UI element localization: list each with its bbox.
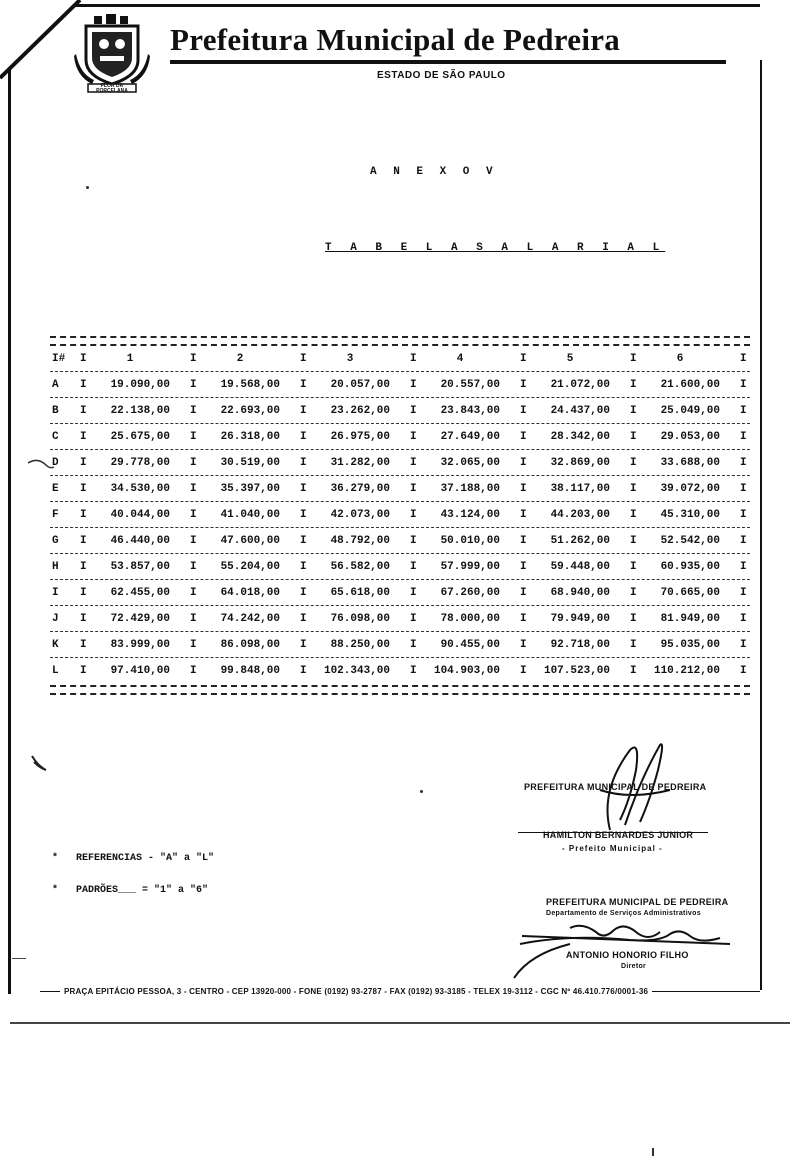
column-separator: I xyxy=(300,353,307,365)
column-separator: I xyxy=(630,457,637,469)
table-row xyxy=(50,658,750,683)
table-row xyxy=(50,580,750,606)
row-reference: A xyxy=(52,379,59,391)
column-separator: I xyxy=(410,353,417,365)
salary-cell: 19.090,00 xyxy=(110,379,170,391)
salary-cell: 51.262,00 xyxy=(550,535,610,547)
column-separator: I xyxy=(190,483,197,495)
salary-cell: 25.675,00 xyxy=(110,431,170,443)
column-header: 4 xyxy=(456,353,464,365)
column-separator: I xyxy=(80,431,87,443)
column-separator: I xyxy=(740,431,747,443)
column-separator: I xyxy=(630,353,637,365)
column-separator: I xyxy=(630,509,637,521)
salary-cell: 55.204,00 xyxy=(220,561,280,573)
column-separator: I xyxy=(80,561,87,573)
column-separator: I xyxy=(80,535,87,547)
salary-table xyxy=(50,336,750,695)
row-reference: H xyxy=(52,561,59,573)
column-separator: I xyxy=(520,431,527,443)
salary-cell: 32.869,00 xyxy=(550,457,610,469)
salary-cell: 104.903,00 xyxy=(433,665,500,677)
row-reference: D xyxy=(52,457,59,469)
pen-mark-icon xyxy=(30,752,54,774)
salary-cell: 26.975,00 xyxy=(330,431,390,443)
state-subtitle: ESTADO DE SÃO PAULO xyxy=(377,70,506,81)
salary-cell: 46.440,00 xyxy=(110,535,170,547)
row-reference: E xyxy=(52,483,59,495)
salary-cell: 20.057,00 xyxy=(330,379,390,391)
scan-speck xyxy=(420,790,423,793)
salary-cell: 79.949,00 xyxy=(550,613,610,625)
mayor-entity: PREFEITURA MUNICIPAL DE PEDREIRA xyxy=(524,782,707,792)
note-references: * REFERENCIAS - "A" a "L" xyxy=(52,853,215,864)
table-body xyxy=(50,346,750,683)
column-separator: I xyxy=(740,613,747,625)
column-separator: I xyxy=(410,483,417,495)
column-separator: I xyxy=(80,639,87,651)
table-row xyxy=(50,372,750,398)
salary-cell: 56.582,00 xyxy=(330,561,390,573)
salary-cell: 86.098,00 xyxy=(220,639,280,651)
salary-cell: 35.397,00 xyxy=(220,483,280,495)
salary-cell: 110.212,00 xyxy=(653,665,720,677)
column-separator: I xyxy=(300,665,307,677)
column-separator: I xyxy=(300,639,307,651)
row-reference: B xyxy=(52,405,59,417)
salary-cell: 30.519,00 xyxy=(220,457,280,469)
column-separator: I xyxy=(740,483,747,495)
column-separator: I xyxy=(80,665,87,677)
salary-cell: 97.410,00 xyxy=(110,665,170,677)
column-separator: I xyxy=(410,613,417,625)
column-separator: I xyxy=(630,613,637,625)
column-separator: I xyxy=(520,587,527,599)
margin-tick xyxy=(12,958,26,959)
column-separator: I xyxy=(740,639,747,651)
table-header-row xyxy=(50,346,750,372)
salary-cell: 44.203,00 xyxy=(550,509,610,521)
salary-cell: 90.455,00 xyxy=(440,639,500,651)
salary-cell: 95.035,00 xyxy=(660,639,720,651)
scan-speck xyxy=(652,1148,654,1156)
salary-cell: 24.437,00 xyxy=(550,405,610,417)
table-row xyxy=(50,528,750,554)
salary-cell: 83.999,00 xyxy=(110,639,170,651)
column-separator: I xyxy=(740,509,747,521)
scan-artifact-line xyxy=(10,1022,790,1024)
column-separator: I xyxy=(520,613,527,625)
column-separator: I xyxy=(80,509,87,521)
salary-cell: 43.124,00 xyxy=(440,509,500,521)
note-standards: * PADRÕES___ = "1" a "6" xyxy=(52,885,209,896)
column-separator: I xyxy=(80,353,87,365)
salary-cell: 60.935,00 xyxy=(660,561,720,573)
column-separator: I xyxy=(300,457,307,469)
table-row xyxy=(50,606,750,632)
salary-cell: 33.688,00 xyxy=(660,457,720,469)
column-separator: I xyxy=(410,457,417,469)
annex-heading: A N E X O V xyxy=(370,166,498,178)
column-separator: I xyxy=(80,457,87,469)
salary-cell: 107.523,00 xyxy=(543,665,610,677)
salary-cell: 32.065,00 xyxy=(440,457,500,469)
column-separator: I xyxy=(410,509,417,521)
salary-cell: 92.718,00 xyxy=(550,639,610,651)
mayor-name: HAMILTON BERNARDES JUNIOR xyxy=(543,830,694,840)
salary-cell: 20.557,00 xyxy=(440,379,500,391)
city-coat-of-arms-icon xyxy=(72,14,152,94)
column-separator: I xyxy=(630,665,637,677)
crest-caption: FLOR DA PORCELANA xyxy=(96,83,128,94)
column-separator: I xyxy=(80,613,87,625)
column-header: 6 xyxy=(676,353,684,365)
table-bottom-rule xyxy=(50,685,750,695)
column-separator: I xyxy=(190,457,197,469)
table-row xyxy=(50,476,750,502)
table-row xyxy=(50,450,750,476)
salary-cell: 70.665,00 xyxy=(660,587,720,599)
salary-cell: 27.649,00 xyxy=(440,431,500,443)
salary-cell: 23.843,00 xyxy=(440,405,500,417)
column-separator: I xyxy=(520,457,527,469)
salary-cell: 39.072,00 xyxy=(660,483,720,495)
column-separator: I xyxy=(740,535,747,547)
column-separator: I xyxy=(740,379,747,391)
title-underline xyxy=(170,60,726,64)
salary-cell: 29.778,00 xyxy=(110,457,170,469)
salary-cell: 88.250,00 xyxy=(330,639,390,651)
table-corner-header: I# xyxy=(52,353,66,365)
salary-cell: 74.242,00 xyxy=(220,613,280,625)
salary-cell: 62.455,00 xyxy=(110,587,170,599)
page-border-top xyxy=(8,4,760,7)
salary-cell: 40.044,00 xyxy=(110,509,170,521)
column-separator: I xyxy=(300,587,307,599)
column-separator: I xyxy=(410,639,417,651)
salary-cell: 19.568,00 xyxy=(220,379,280,391)
column-separator: I xyxy=(300,379,307,391)
mayor-role: - Prefeito Municipal - xyxy=(562,844,663,853)
column-separator: I xyxy=(190,509,197,521)
salary-cell: 76.098,00 xyxy=(330,613,390,625)
salary-cell: 72.429,00 xyxy=(110,613,170,625)
pen-mark-icon xyxy=(26,455,56,475)
column-separator: I xyxy=(630,379,637,391)
scan-speck xyxy=(86,186,89,189)
column-separator: I xyxy=(300,405,307,417)
table-row xyxy=(50,424,750,450)
column-separator: I xyxy=(520,353,527,365)
salary-cell: 34.530,00 xyxy=(110,483,170,495)
column-separator: I xyxy=(190,665,197,677)
column-separator: I xyxy=(190,561,197,573)
salary-cell: 81.949,00 xyxy=(660,613,720,625)
footer-address: PRAÇA EPITÁCIO PESSOA, 3 - CENTRO - CEP 13920-000 - FONE (0192) 93-2787 - FAX (0192) 93-3185 - TELEX 19-3112 - CGC Nº 46.410.776/0001-36 xyxy=(60,987,652,996)
salary-cell: 37.188,00 xyxy=(440,483,500,495)
page-border-right xyxy=(760,60,762,990)
director-role: Diretor xyxy=(621,963,647,970)
column-separator: I xyxy=(80,483,87,495)
salary-cell: 50.010,00 xyxy=(440,535,500,547)
column-separator: I xyxy=(520,665,527,677)
row-reference: K xyxy=(52,639,59,651)
director-name: ANTONIO HONORIO FILHO xyxy=(566,950,689,960)
column-separator: I xyxy=(630,639,637,651)
column-separator: I xyxy=(410,535,417,547)
row-reference: G xyxy=(52,535,59,547)
salary-cell: 23.262,00 xyxy=(330,405,390,417)
salary-cell: 48.792,00 xyxy=(330,535,390,547)
salary-cell: 47.600,00 xyxy=(220,535,280,547)
salary-cell: 22.138,00 xyxy=(110,405,170,417)
column-separator: I xyxy=(190,379,197,391)
column-separator: I xyxy=(190,587,197,599)
salary-cell: 26.318,00 xyxy=(220,431,280,443)
salary-cell: 53.857,00 xyxy=(110,561,170,573)
salary-cell: 28.342,00 xyxy=(550,431,610,443)
column-separator: I xyxy=(410,379,417,391)
column-separator: I xyxy=(630,431,637,443)
salary-cell: 78.000,00 xyxy=(440,613,500,625)
column-separator: I xyxy=(300,431,307,443)
column-separator: I xyxy=(300,535,307,547)
column-header: 3 xyxy=(346,353,354,365)
salary-cell: 42.073,00 xyxy=(330,509,390,521)
column-separator: I xyxy=(410,561,417,573)
column-separator: I xyxy=(190,405,197,417)
director-entity: PREFEITURA MUNICIPAL DE PEDREIRA xyxy=(546,897,729,907)
column-separator: I xyxy=(630,587,637,599)
column-separator: I xyxy=(630,405,637,417)
table-row xyxy=(50,554,750,580)
salary-cell: 41.040,00 xyxy=(220,509,280,521)
row-reference: L xyxy=(52,665,59,677)
column-separator: I xyxy=(190,535,197,547)
salary-cell: 52.542,00 xyxy=(660,535,720,547)
column-separator: I xyxy=(520,483,527,495)
salary-cell: 59.448,00 xyxy=(550,561,610,573)
column-separator: I xyxy=(80,379,87,391)
column-separator: I xyxy=(300,561,307,573)
column-separator: I xyxy=(300,483,307,495)
column-separator: I xyxy=(740,665,747,677)
salary-cell: 38.117,00 xyxy=(550,483,610,495)
column-separator: I xyxy=(520,405,527,417)
column-separator: I xyxy=(630,561,637,573)
column-separator: I xyxy=(300,509,307,521)
salary-cell: 31.282,00 xyxy=(330,457,390,469)
column-separator: I xyxy=(80,405,87,417)
column-separator: I xyxy=(740,405,747,417)
row-reference: I xyxy=(52,587,59,599)
table-row xyxy=(50,398,750,424)
column-separator: I xyxy=(520,639,527,651)
column-separator: I xyxy=(520,379,527,391)
column-separator: I xyxy=(520,561,527,573)
row-reference: C xyxy=(52,431,59,443)
director-department: Departamento de Serviços Administrativos xyxy=(546,910,701,917)
salary-cell: 36.279,00 xyxy=(330,483,390,495)
column-separator: I xyxy=(740,561,747,573)
director-signature xyxy=(510,914,740,984)
salary-cell: 22.693,00 xyxy=(220,405,280,417)
table-title: T A B E L A S A L A R I A L xyxy=(325,242,666,254)
column-header: 2 xyxy=(236,353,244,365)
column-separator: I xyxy=(740,353,747,365)
column-separator: I xyxy=(740,457,747,469)
column-separator: I xyxy=(410,665,417,677)
table-row xyxy=(50,632,750,658)
column-separator: I xyxy=(410,587,417,599)
salary-cell: 21.072,00 xyxy=(550,379,610,391)
column-separator: I xyxy=(740,587,747,599)
salary-cell: 64.018,00 xyxy=(220,587,280,599)
salary-cell: 57.999,00 xyxy=(440,561,500,573)
column-separator: I xyxy=(410,431,417,443)
column-separator: I xyxy=(520,535,527,547)
salary-cell: 65.618,00 xyxy=(330,587,390,599)
column-separator: I xyxy=(630,535,637,547)
column-separator: I xyxy=(520,509,527,521)
column-header: 1 xyxy=(126,353,134,365)
column-separator: I xyxy=(300,613,307,625)
page-border-left xyxy=(8,4,11,994)
column-separator: I xyxy=(80,587,87,599)
salary-cell: 45.310,00 xyxy=(660,509,720,521)
table-row xyxy=(50,502,750,528)
salary-cell: 25.049,00 xyxy=(660,405,720,417)
salary-cell: 99.848,00 xyxy=(220,665,280,677)
column-separator: I xyxy=(190,431,197,443)
salary-cell: 67.260,00 xyxy=(440,587,500,599)
salary-cell: 29.053,00 xyxy=(660,431,720,443)
salary-cell: 68.940,00 xyxy=(550,587,610,599)
salary-cell: 102.343,00 xyxy=(323,665,390,677)
column-separator: I xyxy=(190,639,197,651)
column-separator: I xyxy=(630,483,637,495)
row-reference: F xyxy=(52,509,59,521)
column-separator: I xyxy=(190,353,197,365)
salary-cell: 21.600,00 xyxy=(660,379,720,391)
column-separator: I xyxy=(190,613,197,625)
row-reference: J xyxy=(52,613,59,625)
table-top-rule xyxy=(50,336,750,346)
column-separator: I xyxy=(410,405,417,417)
page-title: Prefeitura Municipal de Pedreira xyxy=(170,22,621,57)
column-header: 5 xyxy=(566,353,574,365)
